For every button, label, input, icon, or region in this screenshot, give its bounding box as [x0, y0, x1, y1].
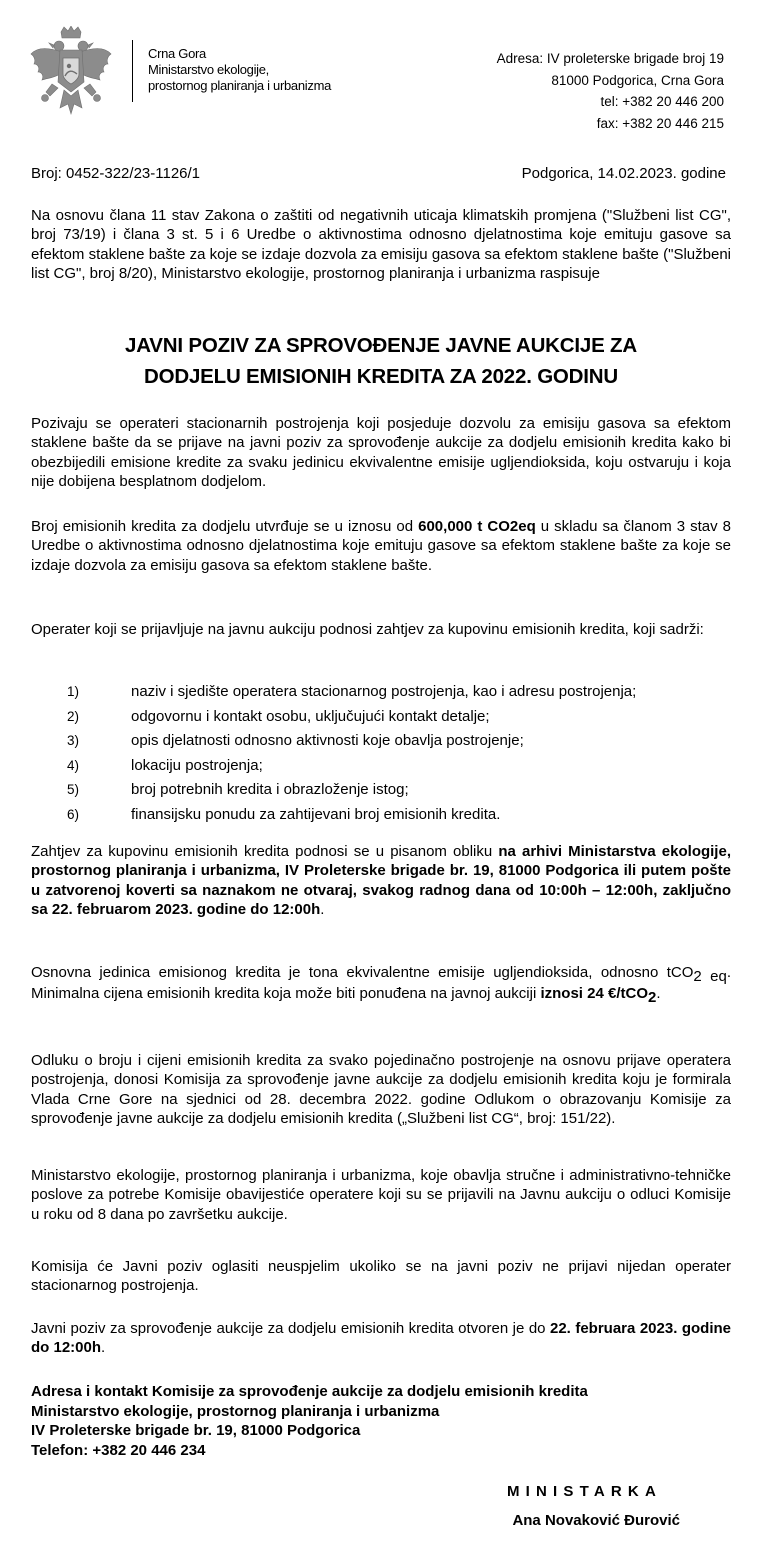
document-title [31, 330, 731, 392]
text-span: . Minimalna cijena emisionih kredita koja može biti ponuđena na javnoj aukciji [31, 964, 731, 1002]
list-number: 4) [67, 757, 80, 773]
signature-role: MINISTARKA [506, 1483, 662, 1500]
paragraph-unit-price [31, 963, 731, 1004]
text-span: Javni poziv za sprovođenje aukcije za dodjelu emisionih kredita otvoren je do [31, 1320, 550, 1337]
address-line: Adresa: IV proleterske brigade broj 19 [496, 51, 724, 66]
document-date: Podgorica, 14.02.2023. godine [521, 165, 726, 182]
list-item [67, 729, 747, 754]
contact-line: Telefon: +382 20 446 234 [31, 1441, 206, 1459]
list-text: opis djelatnosti odnosno aktivnosti koje obavlja postrojenje; [131, 732, 524, 749]
text-span: u skladu sa članom 3 stav 8 Uredbe o aktivnostima odnosno djelatnostima koje emituju gasove sa efektom staklene bašte za koje se izdaje dozvola za emisiju gasova sa efektom staklene bašte. [31, 518, 732, 574]
title-line: DODJELU EMISIONIH KREDITA ZA 2022. GODINU [144, 365, 618, 388]
org-line: Crna Gora [148, 46, 206, 61]
paragraph-submission [31, 842, 731, 919]
intro-paragraph: Na osnovu člana 11 stav Zakona o zaštiti od negativnih uticaja klimatskih promjena ("Službeni list CG", broj 73/19) i člana 3 st. 5 i 6 Uredbe o aktivnostima odnosno djelatnostima koje emituju gasove sa efektom staklene bašte za koje se izdaje dozvola za emisiju gasova sa efektom staklene bašte ("Službeni list CG", broj 8/20), Ministarstvo ekologije, prostornog planiranja i urbanizma raspisuje [31, 207, 731, 282]
address-line: tel: +382 20 446 200 [600, 94, 724, 109]
deadline-date: 22. februara 2023. godine do 12:00h [31, 1320, 731, 1357]
paragraph-invitation: Pozivaju se operateri stacionarnih postrojenja koji posjeduje dozvolu za emisiju gasova sa efektom staklene bašte da se prijave na javni poziv za sprovođenje aukcije za dodjelu emisionih kredita kako bi obezbijedili emisione kredite za svaku jedinicu ekvivalentne emisije ugljendioksida, koju ostvaruju i koja nije dobijena besplatnom dodjelom. [31, 415, 731, 490]
list-text: lokaciju postrojenja; [131, 756, 263, 774]
credit-amount: 600,000 t CO2eq [418, 518, 536, 535]
list-item [67, 778, 747, 803]
list-item [67, 803, 747, 828]
ministry-address [497, 48, 724, 134]
contact-line: Ministarstvo ekologije, prostornog planiranja i urbanizma [31, 1402, 440, 1420]
subscript: 2 [647, 988, 657, 1006]
address-line: fax: +382 20 446 215 [596, 115, 724, 131]
list-number: 6) [67, 806, 80, 822]
text-span: Zahtjev za kupovinu emisionih kredita podnosi se u pisanom obliku [31, 843, 499, 860]
list-item [67, 705, 747, 730]
subscript: 2 eq [693, 968, 727, 985]
list-item [67, 754, 747, 779]
contact-block [31, 1382, 588, 1460]
minimum-price [540, 984, 657, 1006]
address-line: 81000 Podgorica, Crna Gora [551, 72, 724, 88]
text-span: iznosi 24 €/tCO [540, 984, 648, 1002]
ministry-name [148, 46, 331, 94]
submission-details: na arhivi Ministarstva ekologije, prostornog planiranja i urbanizma, IV Proleterske brigade br. 19, 81000 Podgorica ili putem pošte u zatvorenoj koverti sa naznakom ne otvaraj, svakog radnog dana od 10:00h – 12:00h, zaključno sa 22. februarom 2023. godine do 12:00h [31, 843, 731, 918]
requirements-list [67, 680, 747, 827]
list-text: odgovornu i kontakt osobu, uključujući kontakt detalje; [131, 707, 490, 725]
text-span: . [656, 984, 661, 1002]
org-line: prostornog planiranja i urbanizma [148, 78, 332, 93]
paragraph-credit-amount [31, 517, 731, 575]
list-text: naziv i sjedište operatera stacionarnog postrojenja, kao i adresu postrojenja; [131, 683, 637, 700]
paragraph-failure: Komisija će Javni poziv oglasiti neuspjelim ukoliko se na javni poziv ne prijavi nijedan operater stacionarnog postrojenja. [31, 1258, 731, 1295]
list-number: 1) [67, 684, 80, 699]
list-item [67, 680, 747, 705]
document-number: Broj: 0452-322/23-1126/1 [31, 165, 201, 182]
text-span: . [320, 900, 325, 918]
list-number: 5) [67, 782, 80, 797]
list-text: broj potrebnih kredita i obrazloženje istog; [131, 781, 409, 798]
list-number: 2) [67, 708, 80, 724]
text-span: Osnovna jedinica emisionog kredita je tona ekvivalentne emisije ugljendioksida, odnosno tCO [31, 964, 694, 981]
text-span: Broj emisionih kredita za dodjelu utvrđuje se u iznosu od [31, 518, 419, 535]
paragraph-request: Operater koji se prijavljuje na javnu aukciju podnosi zahtjev za kupovinu emisionih kredita, koji sadrži: [31, 621, 704, 638]
header-divider [132, 40, 133, 102]
list-text: finansijsku ponudu za zahtijevani broj emisionih kredita. [131, 805, 501, 823]
signature-name: Ana Novaković Đurović [512, 1512, 680, 1529]
contact-line: IV Proleterske brigade br. 19, 81000 Podgorica [31, 1422, 361, 1440]
title-line: JAVNI POZIV ZA SPROVOĐENJE JAVNE AUKCIJE ZA [125, 334, 637, 357]
list-number: 3) [67, 733, 80, 748]
paragraph-deadline [31, 1319, 731, 1358]
org-line: Ministarstvo ekologije, [148, 62, 269, 77]
contact-line: Adresa i kontakt Komisije za sprovođenje aukcije za dodjelu emisionih kredita [31, 1383, 588, 1400]
text-span: . [101, 1339, 106, 1357]
paragraph-notification: Ministarstvo ekologije, prostornog planiranja i urbanizma, koje obavlja stručne i administrativno-tehničke poslove za potrebe Komisije obavijestiće operatere koji su se prijavili na Javnu aukciju o odluci Komisije u roku od 8 dana po završetku aukcije. [31, 1167, 731, 1223]
coat-of-arms-icon [28, 26, 114, 122]
paragraph-decision: Odluku o broju i cijeni emisionih kredita za svako pojedinačno postrojenje na osnovu prijave operatera postrojenja, donosi Komisija za sprovođenje javne aukcije za dodjelu emisionih kredita koju je formirala Vlada Crne Gore na sjednici od 28. decembra 2022. godine Odlukom o obrazovanju Komisije za sprovođenje javne aukcije za dodjelu emisionih kredita („Službeni list CG“, broj: 151/22). [31, 1052, 731, 1127]
